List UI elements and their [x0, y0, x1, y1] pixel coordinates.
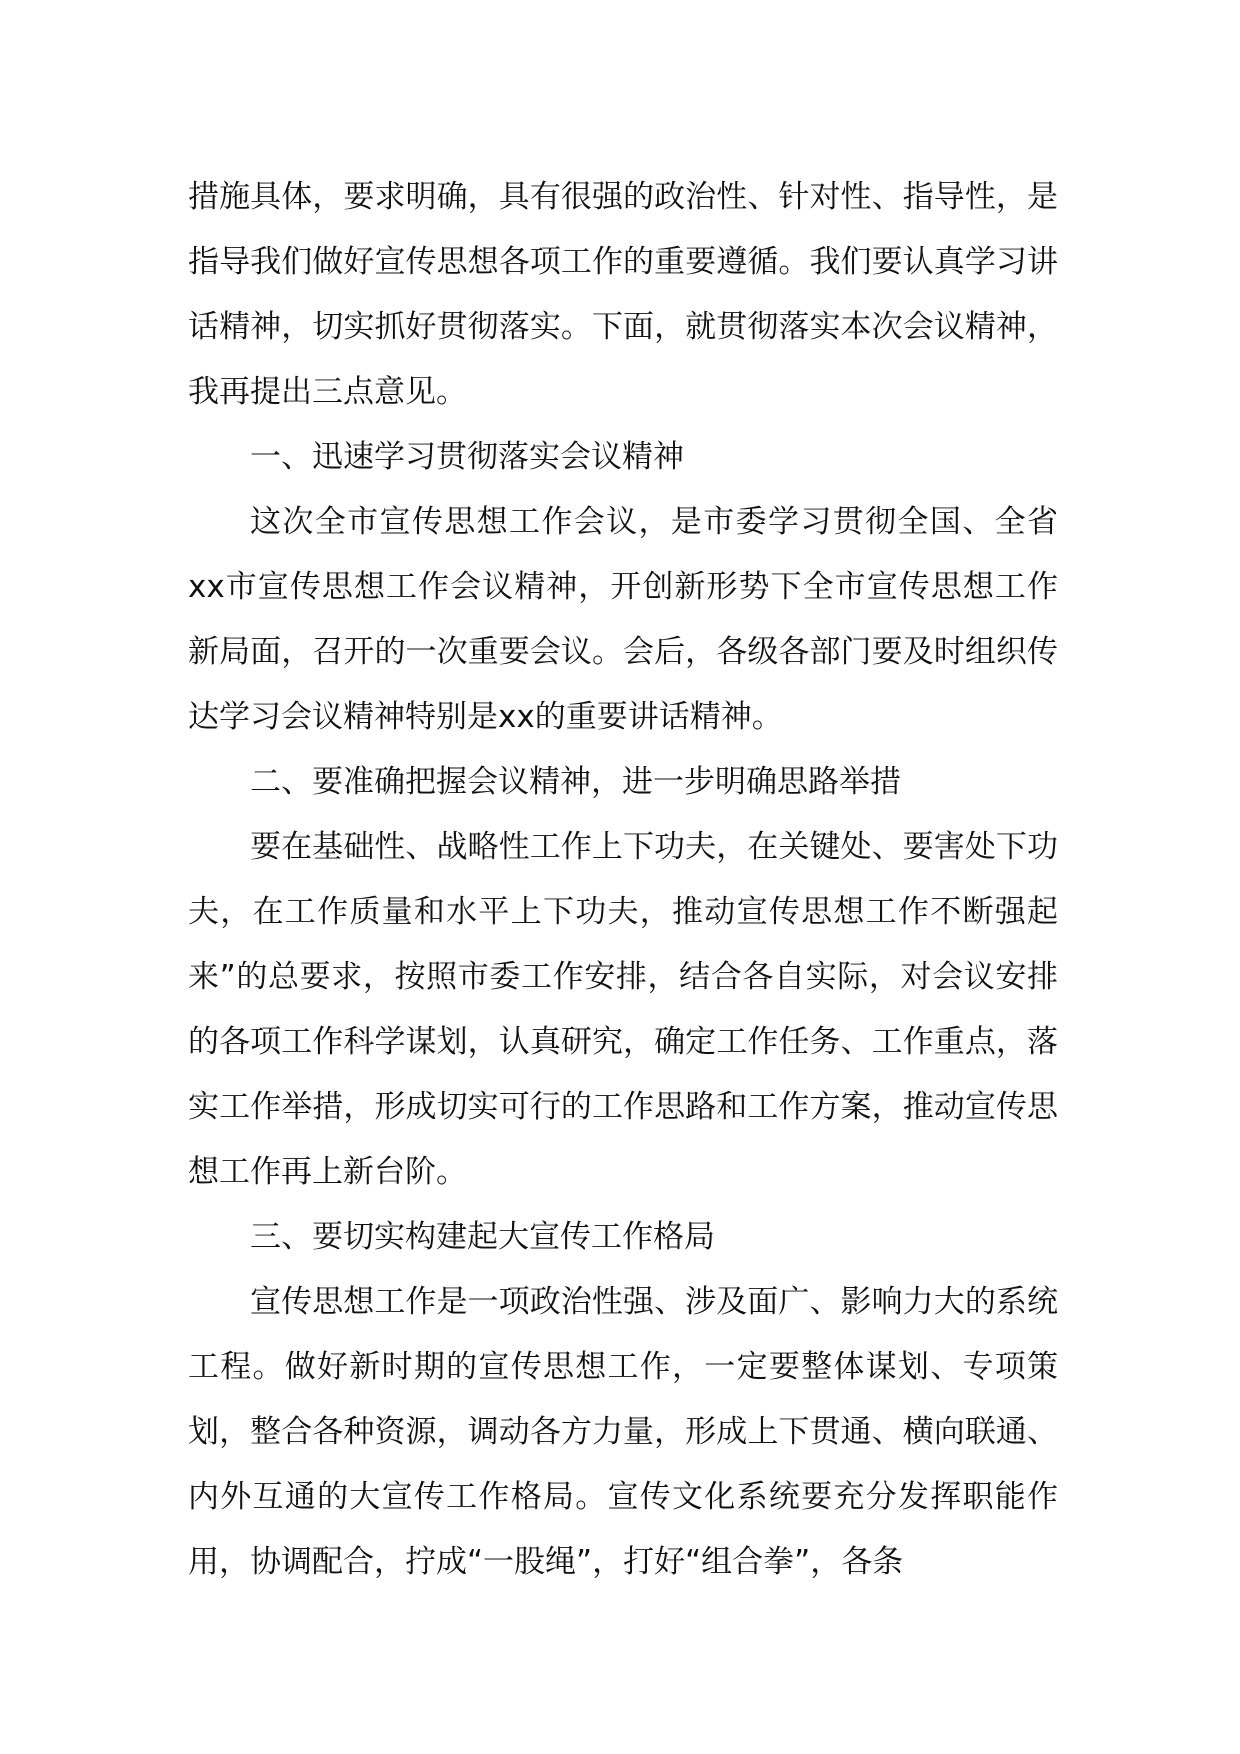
paragraph-section-1: 这次全市宣传思想工作会议，是市委学习贯彻全国、全省xx市宣传思想工作会议精神，开创新形势下全市宣传思想工作新局面，召开的一次重要会议。会后，各级各部门要及时组织传达学习会议精神特别是xx的重要讲话精神。	[188, 504, 1058, 735]
section-heading-1: 一、迅速学习贯彻落实会议精神	[250, 439, 684, 475]
paragraph-section-2: 要在基础性、战略性工作上下功夫，在关键处、要害处下功夫，在工作质量和水平上下功夫，推动宣传思想工作不断强起来”的总要求，按照市委工作安排，结合各自实际，对会议安排的各项工作科学谋划，认真研究，确定工作任务、工作重点，落实工作举措，形成切实可行的工作思路和工作方案，推动宣传思想工作再上新台阶。	[188, 829, 1058, 1190]
paragraph-continuation: 措施具体，要求明确，具有很强的政治性、针对性、指导性，是指导我们做好宣传思想各项工作的重要遵循。我们要认真学习讲话精神，切实抓好贯彻落实。下面，就贯彻落实本次会议精神，我再提出三点意见。	[188, 179, 1058, 410]
document-body	[188, 165, 1058, 1595]
section-heading-3: 三、要切实构建起大宣传工作格局	[250, 1219, 715, 1255]
section-heading-2: 二、要准确把握会议精神，进一步明确思路举措	[250, 764, 901, 800]
paragraph-section-3: 宣传思想工作是一项政治性强、涉及面广、影响力大的系统工程。做好新时期的宣传思想工作，一定要整体谋划、专项策划，整合各种资源，调动各方力量，形成上下贯通、横向联通、内外互通的大宣传工作格局。宣传文化系统要充分发挥职能作用，协调配合，拧成“一股绳”，打好“组合拳”，各条	[188, 1284, 1058, 1580]
